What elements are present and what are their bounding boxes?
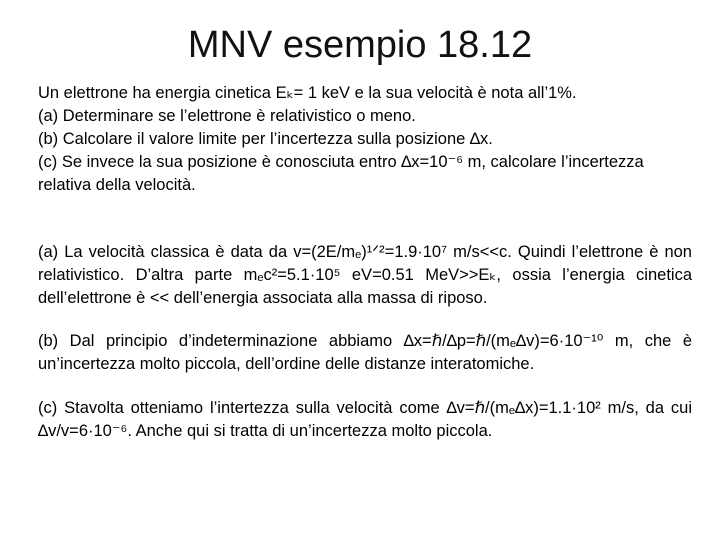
answer-c bbox=[38, 397, 692, 443]
problem-part-b: (b) Calcolare il valore limite per l’incertezza sulla posizione ∆x. bbox=[38, 130, 493, 148]
answer-a-text: (a) La velocità classica è data da v=(2E/mₑ)¹ᐟ²=1.9·10⁷ m/s<<c. Quindi l’elettrone è non relativistico. D’altra parte mₑc²=5.1·10⁵ eV=0.51 MeV>>Eₖ, ossia l’energia cinetica dell’elettrone è << dell’energia associata alla massa di riposo. bbox=[38, 243, 692, 307]
answer-b-text: (b) Dal principio d’indeterminazione abbiamo ∆x=ℏ/∆p=ℏ/(mₑ∆v)=6·10⁻¹⁰ m, che è un’incertezza molto piccola, dell’ordine delle distanze interatomiche. bbox=[38, 332, 692, 373]
problem-part-a: (a) Determinare se l’elettrone è relativistico o meno. bbox=[38, 107, 416, 125]
problem-part-c: (c) Se invece la sua posizione è conosciuta entro ∆x=10⁻⁶ m, calcolare l’incertezza relativa della velocità. bbox=[38, 153, 644, 194]
answer-c-text: (c) Stavolta otteniamo l’intertezza sulla velocità come ∆v=ℏ/(mₑ∆x)=1.1·10² m/s, da cui ∆v/v=6·10⁻⁶. Anche qui si tratta di un’incertezza molto piccola. bbox=[38, 399, 692, 440]
problem-intro: Un elettrone ha energia cinetica Eₖ= 1 keV e la sua velocità è nota all’1%. bbox=[38, 84, 577, 102]
problem-statement bbox=[38, 82, 692, 197]
answer-b bbox=[38, 330, 692, 376]
slide-title: MNV esempio 18.12 bbox=[187, 24, 533, 66]
answer-a bbox=[38, 241, 692, 310]
